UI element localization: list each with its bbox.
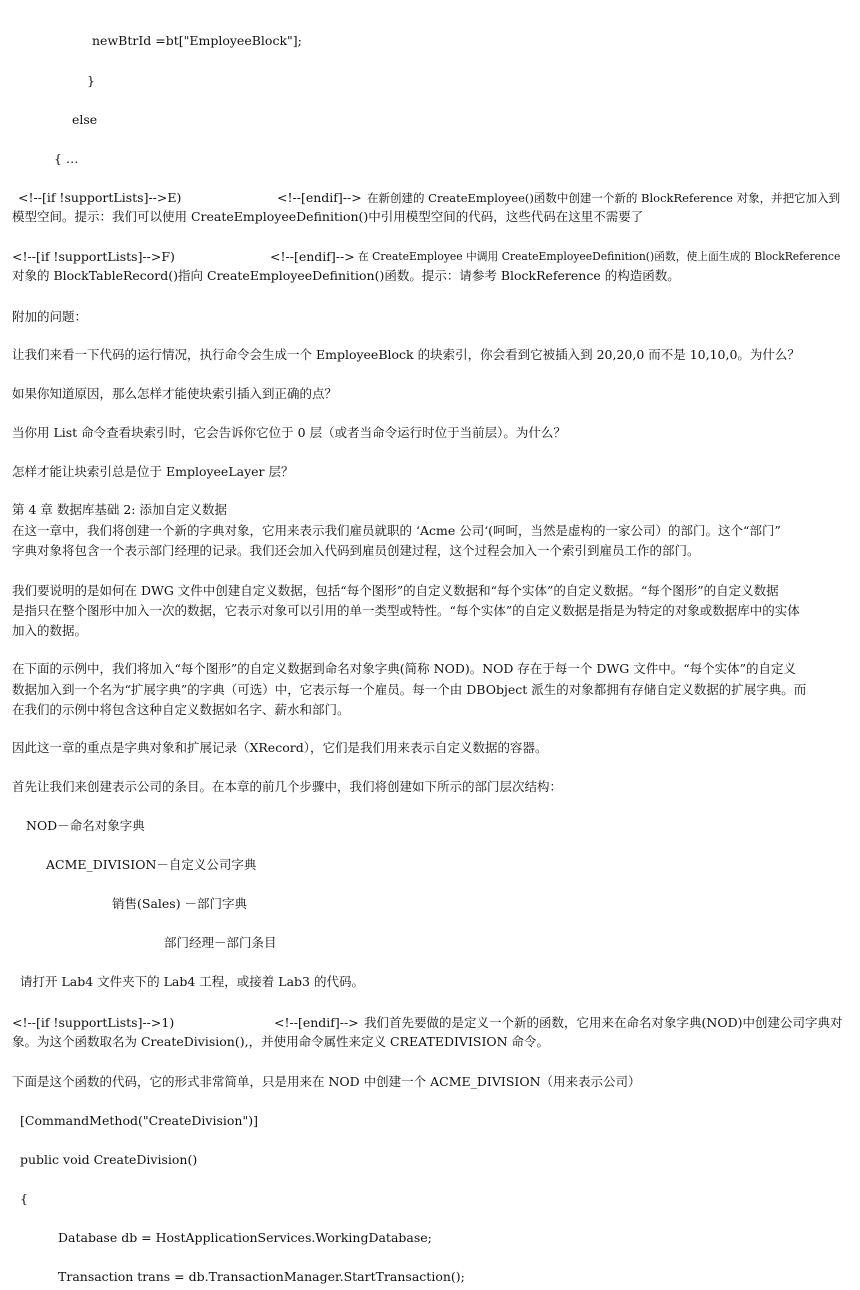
paragraph-line: 因此这一章的重点是字典对象和扩展记录（XRecord），它们是我们用来表示自定义数据的容器。 [12, 740, 548, 755]
paragraph-line: 首先让我们来创建表示公司的条目。在本章的前几个步骤中，我们将创建如下所示的部门层次结构： [12, 779, 563, 794]
code-line: else [72, 112, 98, 127]
paragraph-line: 我们要说明的是如何在 DWG 文件中创建自定义数据，包括“每个图形”的自定义数据和“每个实体”的自定义数据。“每个图形”的自定义数据 [12, 583, 779, 598]
step-f-text: 在 CreateEmployee 中调用 CreateEmployeeDefinition()函数，使上面生成的 BlockReference [358, 250, 841, 263]
code-line: [CommandMethod("CreateDivision")] [20, 1113, 258, 1128]
question-1: 让我们来看一下代码的运行情况，执行命令会生成一个 EmployeeBlock 的块索引，你会看到它被插入到 20,20,0 而不是 10,10,0。为什么？ [12, 347, 800, 362]
hierarchy-level-1: NOD－命名对象字典 [26, 818, 145, 833]
code-line: { … [54, 151, 79, 166]
step-e-text-cont: 模型空间。提示：我们可以使用 CreateEmployeeDefinition()中引用模型空间的代码，这些代码在这里不需要了 [12, 209, 644, 224]
hierarchy-level-2: ACME_DIVISION－自定义公司字典 [46, 857, 257, 872]
paragraph-line: 数据加入到一个名为“扩展字典”的字典（可选）中，它表示每一个雇员。每一个由 DBObject 派生的对象都拥有存储自定义数据的扩展字典。而 [12, 682, 807, 697]
code-line: newBtrId =bt["EmployeeBlock"]; [92, 33, 302, 48]
code-line: Transaction trans = db.TransactionManager.StartTransaction(); [58, 1269, 465, 1284]
code-line: } [87, 73, 95, 88]
question-4: 怎样才能让块索引总是位于 EmployeeLayer 层？ [12, 464, 294, 479]
step-f-marker: <!--[if !supportLists]-->F) [12, 249, 175, 264]
paragraph-line: 是指只在整个图形中加入一次的数据，它表示对象可以引用的单一类型或特性。“每个实体”的自定义数据是指是为特定的对象或数据库中的实体 [12, 603, 800, 618]
step-e-text: 在新创建的 CreateEmployee()函数中创建一个新的 BlockReference 对象，并把它加入到 [367, 191, 841, 205]
paragraph-line: 字典对象将包含一个表示部门经理的记录。我们还会加入代码到雇员创建过程，这个过程会加入一个索引到雇员工作的部门。 [12, 543, 700, 558]
code-line: { [20, 1191, 28, 1206]
step-1-text-cont: 象。为这个函数取名为 CreateDivision(),，并使用命令属性来定义 CREATEDIVISION 命令。 [12, 1034, 550, 1049]
paragraph-line: 在这一章中，我们将创建一个新的字典对象，它用来表示我们雇员就职的 ‘Acme 公司‘(呵呵，当然是虚构的一家公司）的部门。这个“部门” [12, 523, 781, 538]
code-intro: 下面是这个函数的代码，它的形式非常简单，只是用来在 NOD 中创建一个 ACME_DIVISION（用来表示公司） [12, 1074, 641, 1089]
hierarchy-level-3: 销售(Sales) －部门字典 [112, 896, 248, 911]
step-1-marker: <!--[if !supportLists]-->1) [12, 1015, 175, 1030]
step-f-endif: <!--[endif]--> [270, 249, 355, 264]
code-line: Database db = HostApplicationServices.WorkingDatabase; [58, 1230, 432, 1245]
hierarchy-level-4: 部门经理－部门条目 [164, 935, 277, 950]
question-3: 当你用 List 命令查看块索引时，它会告诉你它位于 0 层（或者当命令运行时位于当前层）。为什么？ [12, 425, 566, 440]
paragraph-line: 加入的数据。 [12, 623, 88, 638]
chapter-title: 第 4 章 数据库基础 2: 添加自定义数据 [12, 502, 227, 517]
step-e-endif: <!--[endif]--> [277, 190, 362, 205]
step-1-text: 我们首先要做的是定义一个新的函数，它用来在命名对象字典(NOD)中创建公司字典对 [364, 1015, 843, 1030]
lab-instruction: 请打开 Lab4 文件夹下的 Lab4 工程，或接着 Lab3 的代码。 [20, 974, 364, 989]
step-e-marker: <!--[if !supportLists]-->E) [18, 190, 182, 205]
paragraph-line: 在我们的示例中将包含这种自定义数据如名字、薪水和部门。 [12, 702, 350, 717]
extra-heading: 附加的问题： [12, 309, 88, 324]
paragraph-line: 在下面的示例中，我们将加入“每个图形”的自定义数据到命名对象字典(简称 NOD)。NOD 存在于每一个 DWG 文件中。“每个实体”的自定义 [12, 661, 796, 676]
step-f-text-cont: 对象的 BlockTableRecord()指向 CreateEmployeeDefinition()函数。提示：请参考 BlockReference 的构造函数。 [12, 268, 680, 283]
question-2: 如果你知道原因，那么怎样才能使块索引插入到正确的点？ [12, 386, 338, 401]
step-1-endif: <!--[endif]--> [274, 1015, 359, 1030]
code-line: public void CreateDivision() [20, 1152, 198, 1167]
